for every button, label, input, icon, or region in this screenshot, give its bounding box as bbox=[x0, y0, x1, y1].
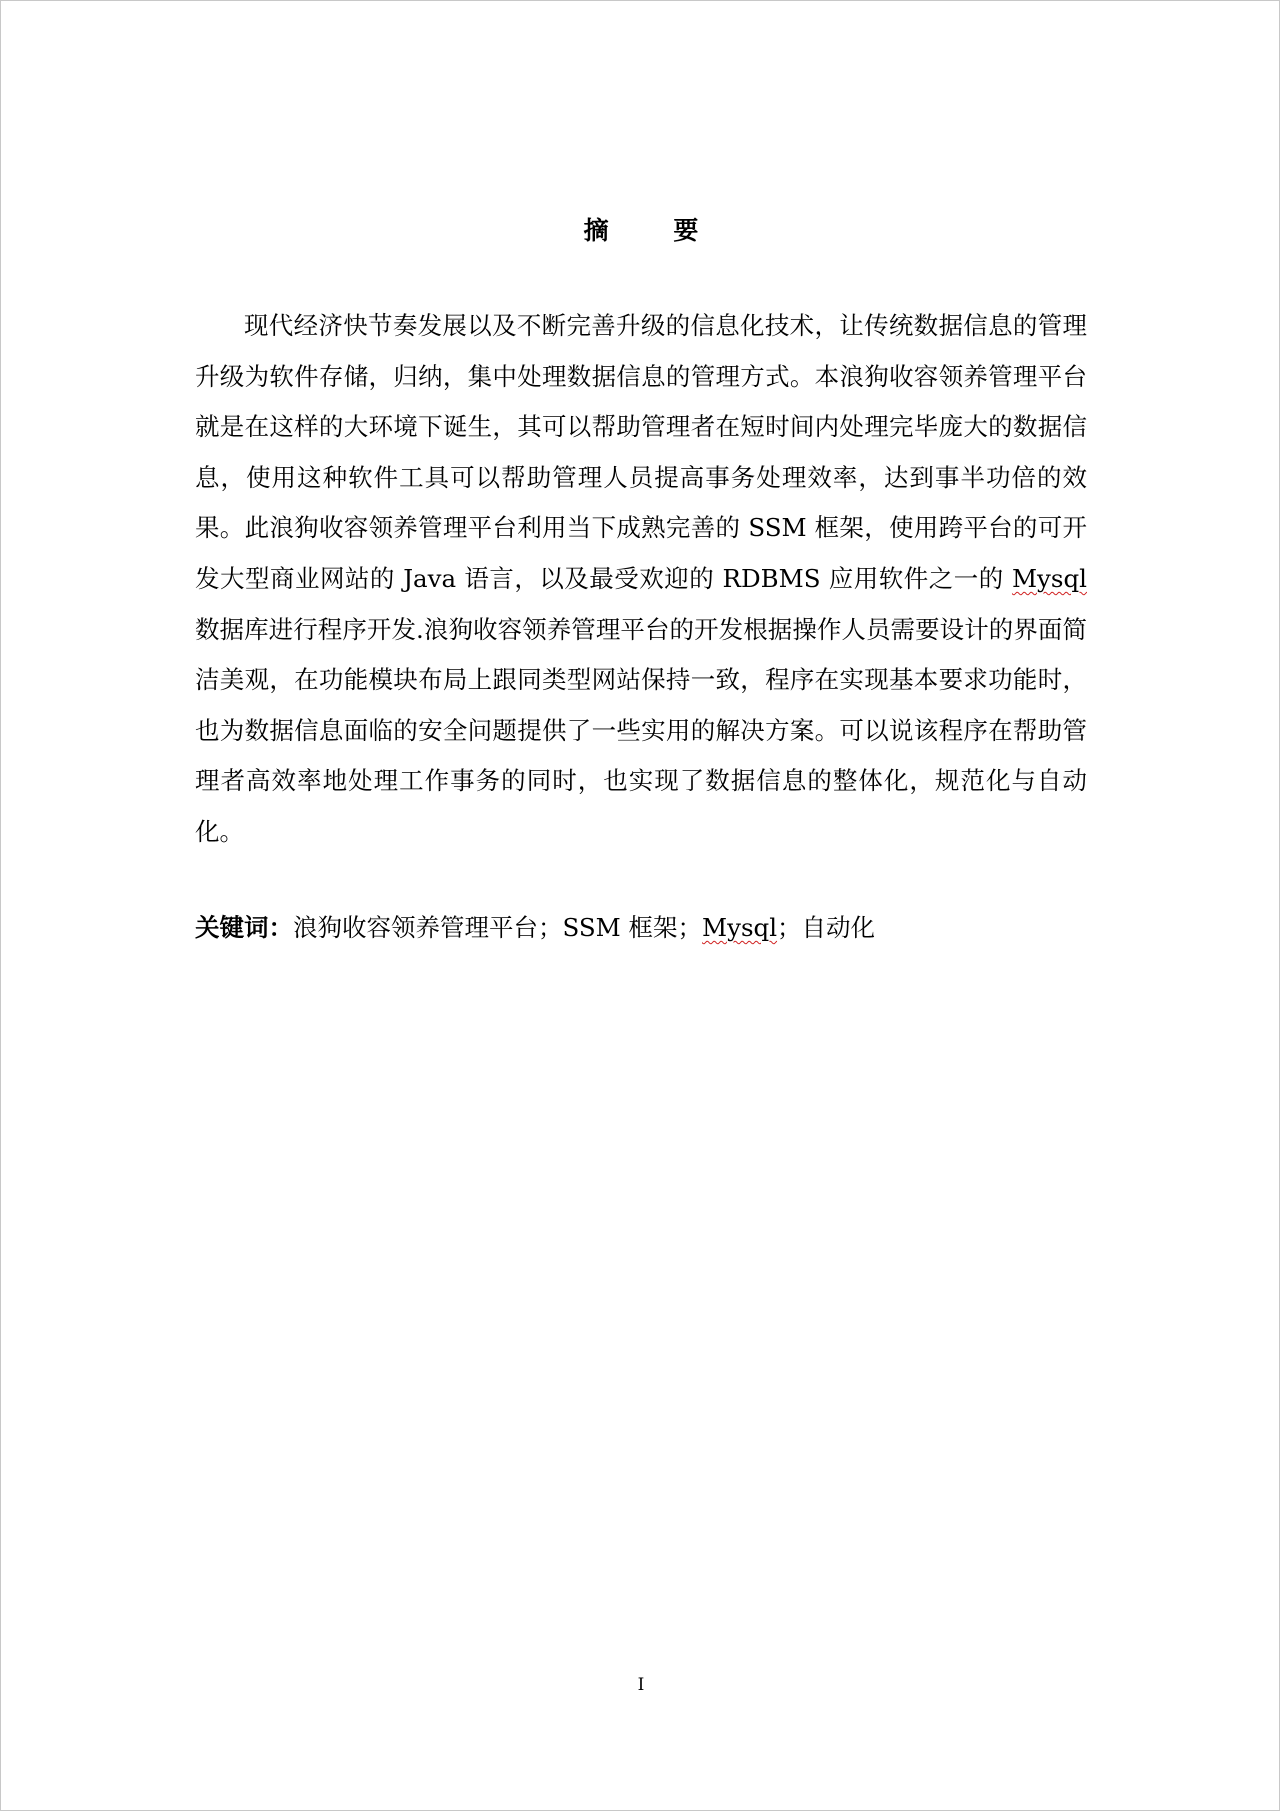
keywords-spellcheck-term: Mysql bbox=[702, 913, 778, 942]
page-title: 摘 要 bbox=[583, 216, 727, 245]
keywords-line bbox=[195, 903, 1087, 953]
keywords-text-part2: ；自动化 bbox=[777, 913, 876, 942]
keywords-label: 关键词： bbox=[195, 913, 293, 942]
abstract-text-part2: 数据库进行程序开发.浪狗收容领养管理平台的开发根据操作人员需要设计的界面简洁美观，在功能模块布局上跟同类型网站保持一致，程序在实现基本要求功能时，也为数据信息面临的安全问题提供了一些实用的解决方案。可以说该程序在帮助管理者高效率地处理工作事务的同时，也实现了数据信息的整体化，规范化与自动化。 bbox=[195, 614, 1087, 846]
abstract-paragraph bbox=[195, 301, 1087, 858]
abstract-text-part1: 现代经济快节奏发展以及不断完善升级的信息化技术，让传统数据信息的管理升级为软件存储，归纳，集中处理数据信息的管理方式。本浪狗收容领养管理平台就是在这样的大环境下诞生，其可以帮助管理者在短时间内处理完毕庞大的数据信息，使用这种软件工具可以帮助管理人员提高事务处理效率，达到事半功倍的效果。此浪狗收容领养管理平台利用当下成熟完善的 SSM 框架，使用跨平台的可开发大型商业网站的 Java 语言，以及最受欢迎的 RDBMS 应用软件之一的 bbox=[195, 311, 1087, 593]
abstract-spellcheck-term: Mysql bbox=[1011, 563, 1087, 593]
page-number: I bbox=[637, 1675, 645, 1695]
keywords-text-part1: 浪狗收容领养管理平台；SSM 框架； bbox=[293, 913, 703, 942]
